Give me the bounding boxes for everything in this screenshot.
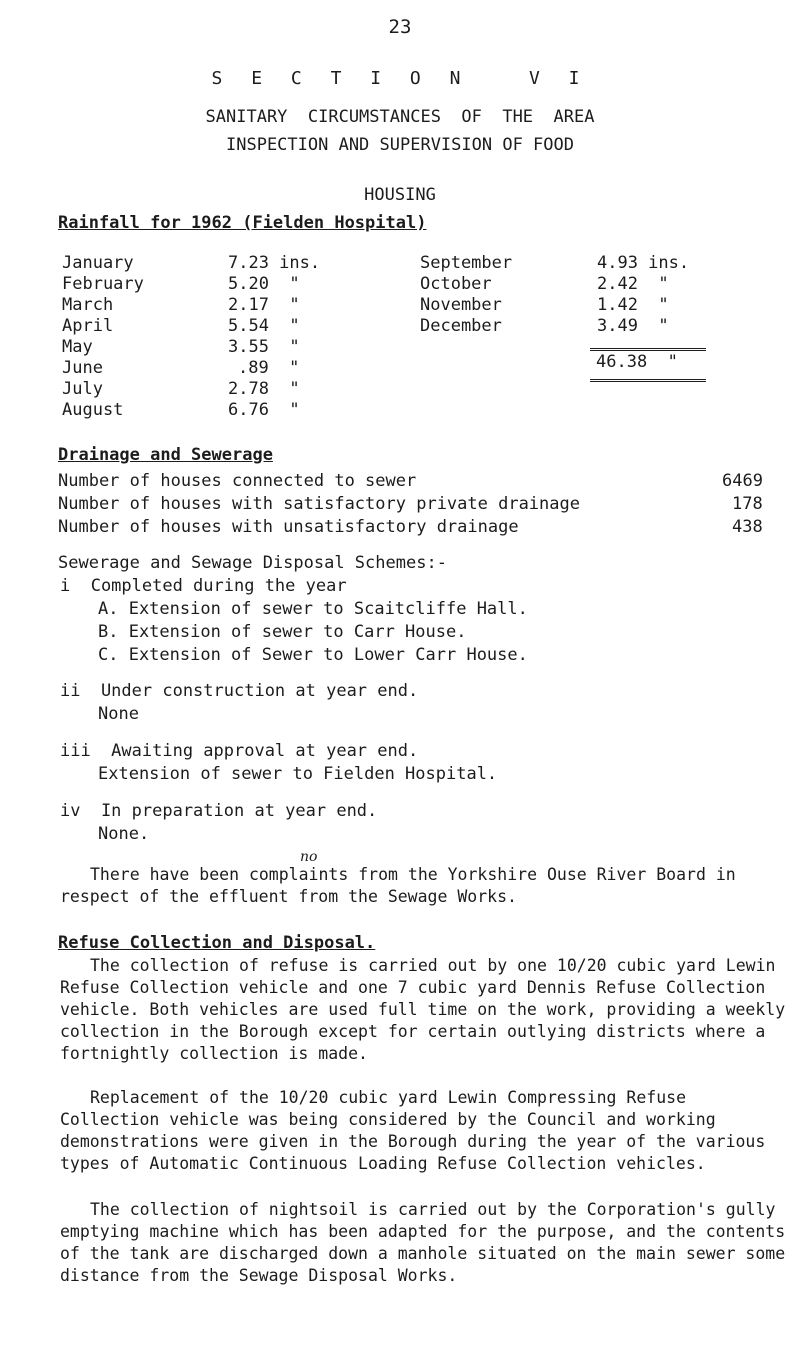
rainfall-value: 3.55 " bbox=[228, 337, 300, 357]
drainage-row-value: 438 bbox=[732, 517, 763, 537]
scheme-iii-value: Extension of sewer to Fielden Hospital. bbox=[98, 764, 498, 784]
rainfall-value: 3.49 " bbox=[597, 316, 669, 336]
drainage-row-label: Number of houses with satisfactory private drainage bbox=[58, 494, 580, 514]
rainfall-value: 2.17 " bbox=[228, 295, 300, 315]
scheme-i-title: i Completed during the year bbox=[60, 576, 347, 596]
drainage-row-label: Number of houses connected to sewer bbox=[58, 471, 417, 491]
rainfall-month: January bbox=[62, 253, 134, 273]
drainage-row-value: 178 bbox=[732, 494, 763, 514]
page-number: 23 bbox=[388, 16, 412, 38]
heading-inspection: INSPECTION AND SUPERVISION OF FOOD bbox=[226, 135, 574, 155]
rainfall-value: 5.54 " bbox=[228, 316, 300, 336]
rainfall-month: December bbox=[420, 316, 502, 336]
rainfall-month: September bbox=[420, 253, 513, 273]
rainfall-value: 7.23 ins. bbox=[228, 253, 321, 273]
drainage-row-label: Number of houses with unsatisfactory drainage bbox=[58, 517, 519, 537]
rainfall-month: October bbox=[420, 274, 492, 294]
refuse-paragraph-3: The collection of nightsoil is carried out by the Corporation's gully emptying machine which has been adapted for the purpose, and the contents of the tank are discharged down a manhole situated on the main sewer some distance from the Sewage Disposal Works. bbox=[60, 1200, 786, 1285]
scheme-iv-title: iv In preparation at year end. bbox=[60, 801, 378, 821]
scheme-ii-value: None bbox=[98, 704, 139, 724]
scheme-ii-title: ii Under construction at year end. bbox=[60, 681, 419, 701]
rainfall-value: 2.78 " bbox=[228, 379, 300, 399]
handwritten-insert: no bbox=[300, 849, 318, 865]
rainfall-value: 4.93 ins. bbox=[597, 253, 690, 273]
rainfall-title: Rainfall for 1962 (Fielden Hospital) bbox=[58, 213, 427, 233]
scheme-i-c: C. Extension of Sewer to Lower Carr House. bbox=[98, 645, 528, 665]
refuse-paragraph-2: Replacement of the 10/20 cubic yard Lewin Compressing Refuse Collection vehicle was being considered by the Council and working demonstrations were given in the Borough during the year of the various types of Automatic Continuous Loading Refuse Collection vehicles. bbox=[60, 1088, 766, 1173]
rainfall-month: April bbox=[62, 316, 114, 336]
heading-sanitary: SANITARY CIRCUMSTANCES OF THE AREA bbox=[205, 107, 595, 127]
rainfall-month: May bbox=[62, 337, 93, 357]
rainfall-month: August bbox=[62, 400, 124, 420]
heading-housing: HOUSING bbox=[364, 185, 436, 205]
rainfall-month: March bbox=[62, 295, 114, 315]
refuse-paragraph-1: The collection of refuse is carried out by one 10/20 cubic yard Lewin Refuse Collection vehicle and one 7 cubic yard Dennis Refuse Collection vehicle. Both vehicles are used full time on the work, providing a weekly collection in the Borough except for certain outlying districts where a fortnightly collection is made. bbox=[60, 956, 786, 1063]
scheme-i-b: B. Extension of sewer to Carr House. bbox=[98, 622, 467, 642]
schemes-title: Sewerage and Sewage Disposal Schemes:- bbox=[58, 553, 447, 573]
rainfall-value: 5.20 " bbox=[228, 274, 300, 294]
drainage-row-value: 6469 bbox=[722, 471, 763, 491]
scheme-iii-title: iii Awaiting approval at year end. bbox=[60, 741, 419, 761]
section-title: S E C T I O N V I bbox=[211, 68, 589, 89]
rainfall-month: July bbox=[62, 379, 103, 399]
scheme-iv-value: None. bbox=[98, 824, 150, 844]
rainfall-total: 46.38 " bbox=[596, 352, 678, 372]
scheme-i-a: A. Extension of sewer to Scaitcliffe Hall. bbox=[98, 599, 528, 619]
rainfall-month: June bbox=[62, 358, 103, 378]
rainfall-value: 2.42 " bbox=[597, 274, 669, 294]
rainfall-month: November bbox=[420, 295, 502, 315]
rainfall-month: February bbox=[62, 274, 144, 294]
refuse-title: Refuse Collection and Disposal. bbox=[58, 933, 376, 953]
rainfall-value: .89 " bbox=[238, 358, 300, 378]
rainfall-value: 1.42 " bbox=[597, 295, 669, 315]
rainfall-value: 6.76 " bbox=[228, 400, 300, 420]
drainage-title: Drainage and Sewerage bbox=[58, 445, 273, 465]
complaints-paragraph: There have been complaints from the Yorkshire Ouse River Board in respect of the effluent from the Sewage Works. bbox=[60, 865, 736, 906]
